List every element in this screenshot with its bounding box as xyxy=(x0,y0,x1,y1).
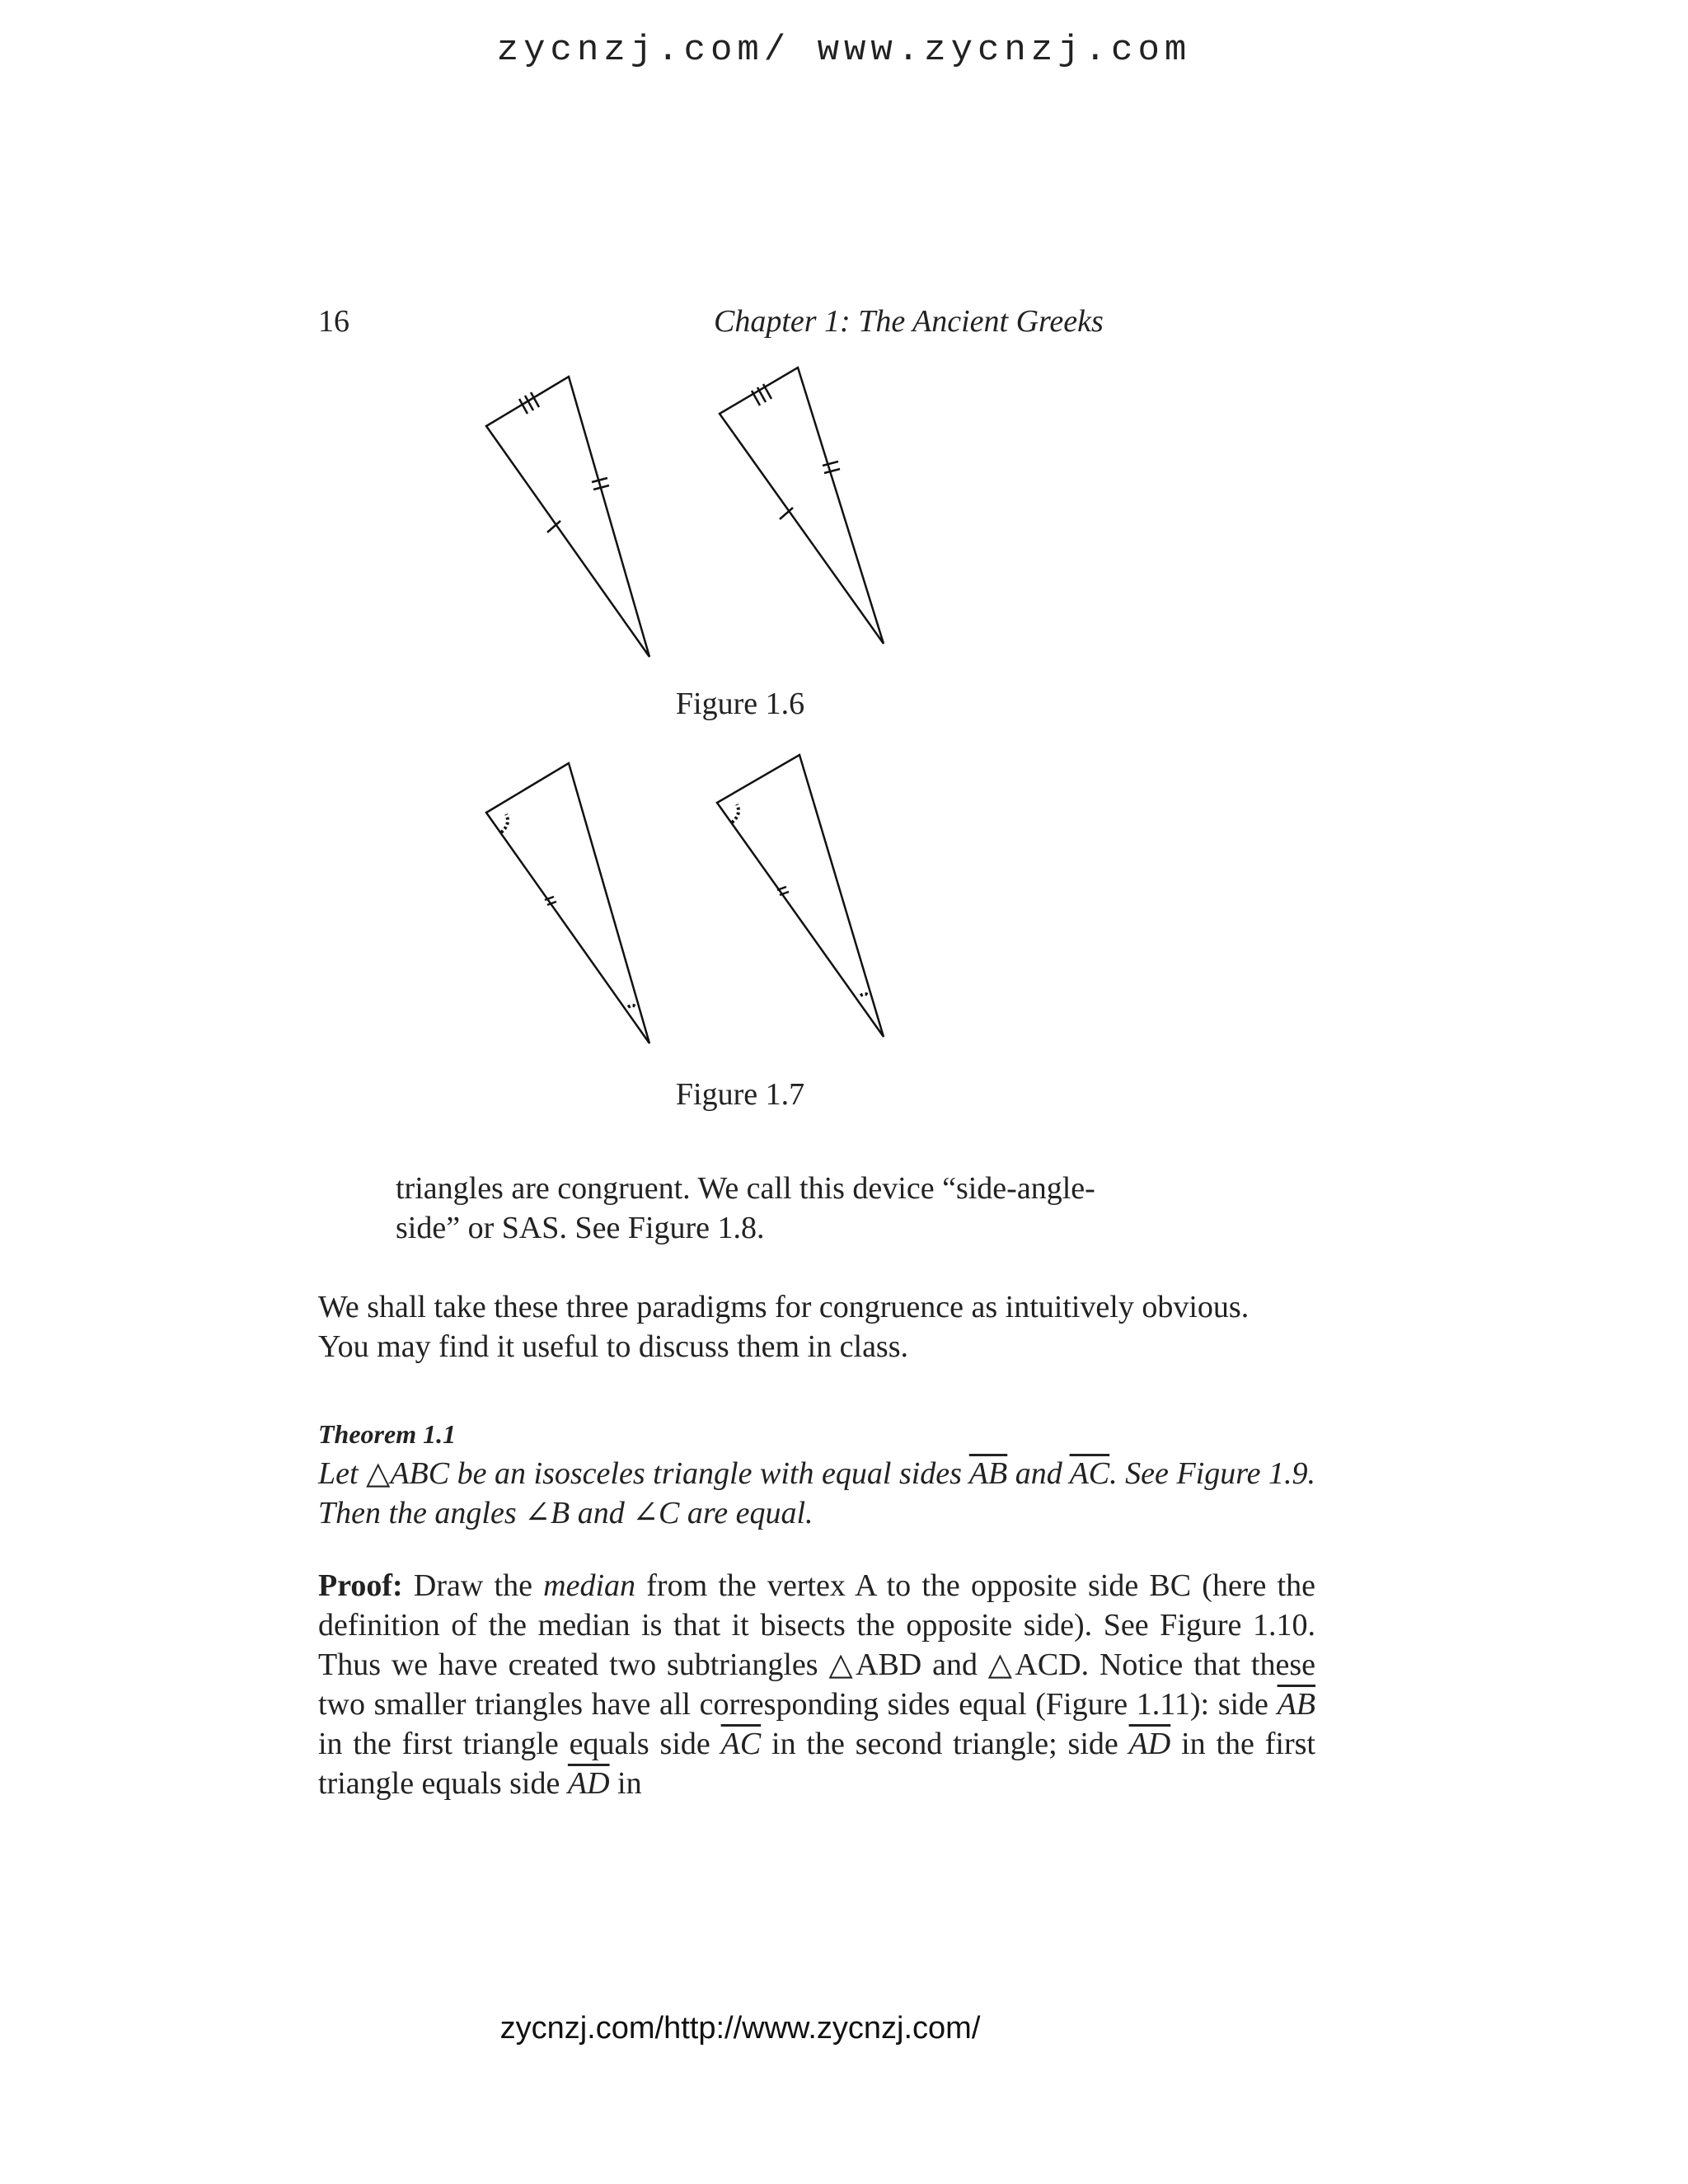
proof-text: in the first triangle equals side xyxy=(318,1727,721,1761)
running-head: Chapter 1: The Ancient Greeks xyxy=(714,304,1104,339)
angle-mark xyxy=(860,994,869,996)
figure-1-7-caption: Figure 1.7 xyxy=(675,1077,805,1112)
proof-text: in the first triangle equals side xyxy=(318,1727,1315,1801)
theorem-text: and xyxy=(1007,1456,1070,1491)
angle-mark xyxy=(501,814,508,832)
paragraph-line-1: We shall take these three paradigms for congruence as intuitively obvious. xyxy=(318,1290,1250,1324)
segment-ab: $\overline{AB}$ xyxy=(968,1456,1008,1491)
triangle-left xyxy=(486,377,649,657)
paragraph-line-2: You may find it useful to discuss them in class. xyxy=(318,1329,909,1364)
footer-watermark-url: zycnzj.com/http://www.zycnzj.com/ xyxy=(499,2011,981,2046)
proof-text: Draw the xyxy=(402,1568,544,1603)
figure-1-6 xyxy=(0,363,1688,676)
triangle-right xyxy=(720,368,884,644)
segment-ad: $\overline{AD}$ xyxy=(567,1766,610,1801)
angle-mark xyxy=(628,1005,636,1007)
sas-line-2: side” or SAS. See Figure 1.8. xyxy=(396,1211,765,1245)
tick-mark xyxy=(823,462,838,466)
theorem-title: Theorem 1.1 xyxy=(318,1419,457,1449)
theorem-text: Let △ABC be an isosceles triangle with equal sides xyxy=(318,1456,969,1491)
segment-ab: $\overline{AB}$ xyxy=(1277,1687,1315,1722)
header-watermark-url: zycnzj.com/ www.zycnzj.com xyxy=(496,30,1192,71)
proof-paragraph xyxy=(318,1566,1315,1803)
figure-1-7 xyxy=(0,750,1688,1055)
page-number: 16 xyxy=(318,304,349,339)
segment-ad: $\overline{AD}$ xyxy=(1128,1727,1171,1761)
theorem-statement xyxy=(318,1454,1315,1533)
proof-text: in the second triangle; side xyxy=(761,1727,1129,1761)
proof-text: from the vertex A to the opposite side BC (here the definition of the median is that it bisects the opposite side). See Figure 1.10. Thus we have created two subtriangles △ABD and △ACD. Notice that these two smaller triangles have all corresponding sides equal (Figure 1.11): side xyxy=(318,1568,1315,1722)
theorem-text: . See Figure 1.9. Then the angles ∠B and ∠C are equal. xyxy=(318,1456,1315,1530)
figure-1-6-caption: Figure 1.6 xyxy=(675,687,805,721)
proof-text: in xyxy=(609,1766,642,1801)
tick-mark xyxy=(824,469,840,473)
triangle-left xyxy=(486,763,649,1043)
segment-ac: $\overline{AC}$ xyxy=(1069,1456,1110,1491)
sas-line-1: triangles are congruent. We call this device “side-angle- xyxy=(396,1171,1095,1206)
triangle-right xyxy=(717,755,884,1037)
proof-emphasis: median xyxy=(543,1568,636,1603)
angle-mark xyxy=(732,804,738,823)
segment-ac: $\overline{AC}$ xyxy=(720,1727,762,1761)
proof-label: Proof: xyxy=(318,1568,403,1603)
